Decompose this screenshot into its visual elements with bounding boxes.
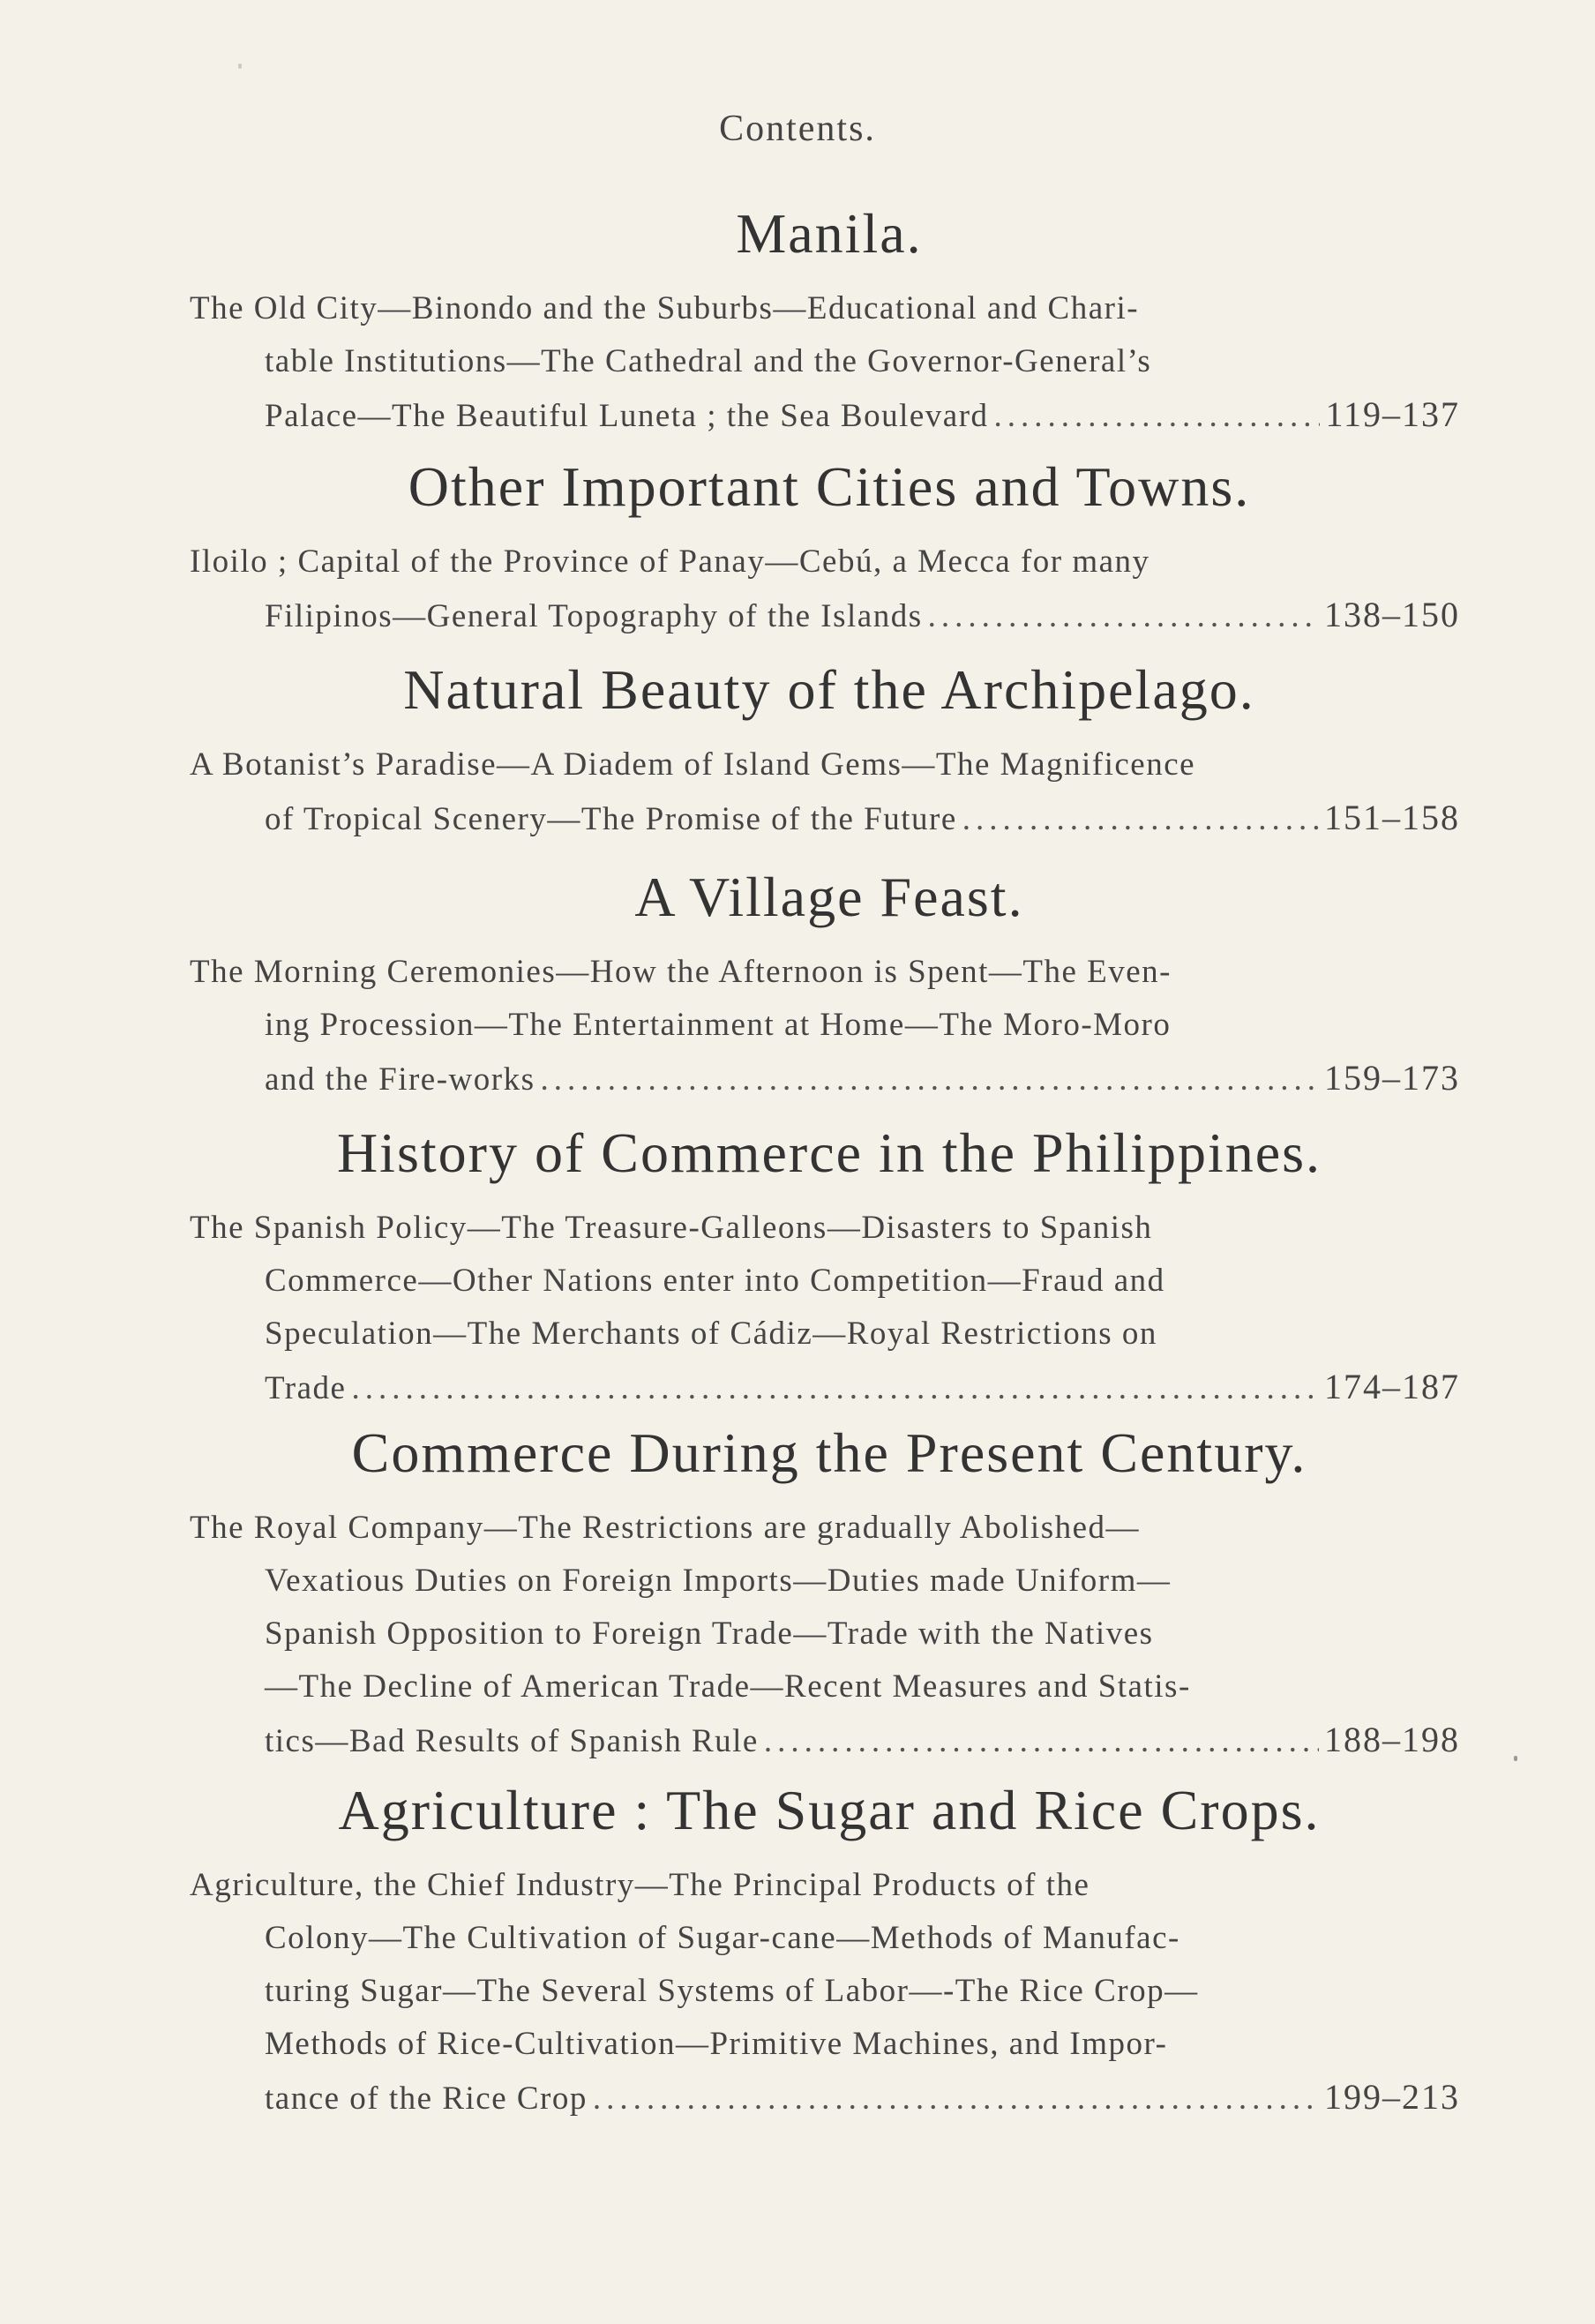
summary-line: The Morning Ceremonies—How the Afternoon is Spent—The Even- [190,954,1172,990]
section-title: Manila. [736,202,923,265]
section-summary [190,738,1460,844]
summary-line: of Tropical Scenery—The Promise of the Future [265,801,957,837]
summary-line: and the Fire-works [265,1061,535,1098]
page-range: 151–158 [1324,798,1460,837]
toc-section-cities-towns [190,454,1469,641]
summary-line: Speculation—The Merchants of Cádiz—Royal Restrictions on [265,1316,1157,1352]
dot-leader [593,2073,1319,2125]
summary-line: Iloilo ; Capital of the Province of Panay—Cebú, a Mecca for many [190,544,1150,580]
section-title: A Village Feast. [634,866,1024,928]
summary-last-line [190,2071,1460,2124]
section-title: Other Important Cities and Towns. [408,455,1251,518]
summary-last-line [190,1713,1460,1766]
section-title: Agriculture : The Sugar and Rice Crops. [338,1779,1321,1841]
summary-line: table Institutions—The Cathedral and the Governor-General’s [265,343,1152,379]
summary-last-line [190,588,1460,641]
summary-line: The Old City—Binondo and the Suburbs—Educational and Chari- [190,290,1140,326]
summary-line: Colony—The Cultivation of Sugar-cane—Methods of Manufac- [265,1920,1180,1956]
section-title: Natural Beauty of the Archipelago. [403,658,1255,721]
summary-line: Methods of Rice-Cultivation—Primitive Machines, and Impor- [265,2026,1168,2062]
toc-section-history-commerce [190,1121,1469,1413]
section-summary [190,536,1460,641]
summary-line: Filipinos—General Topography of the Islands [265,598,923,634]
summary-line: ing Procession—The Entertainment at Home—The Moro-Moro [265,1007,1172,1043]
summary-line: The Spanish Policy—The Treasure-Galleons—Disasters to Spanish [190,1210,1153,1246]
summary-line: Palace—The Beautiful Luneta ; the Sea Boulevard [265,398,989,434]
toc-section-manila [190,201,1469,441]
summary-last-line [190,791,1460,844]
summary-line: Commerce—Other Nations enter into Competition—Fraud and [265,1263,1165,1299]
dot-leader [764,1715,1319,1768]
running-head: Contents. [719,109,876,149]
summary-line: Trade [265,1370,347,1406]
summary-line: The Royal Company—The Restrictions are gradually Abolished— [190,1510,1141,1546]
paper-speck [238,64,242,69]
page-range: 199–213 [1324,2077,1460,2117]
summary-line: tance of the Rice Crop [265,2080,588,2117]
summary-line: turing Sugar—The Several Systems of Labor—-The Rice Crop— [265,1973,1199,2009]
summary-line: tics—Bad Results of Spanish Rule [265,1723,759,1759]
toc-section-village-feast [190,865,1469,1105]
summary-last-line [190,1361,1460,1413]
toc-section-present-century [190,1421,1469,1766]
dot-leader [541,1053,1320,1106]
section-summary [190,1202,1460,1413]
section-title: Commerce During the Present Century. [351,1421,1307,1484]
page-range: 159–173 [1324,1058,1460,1098]
summary-line: Vexatious Duties on Foreign Imports—Duties made Uniform— [265,1563,1172,1599]
toc-section-natural-beauty [190,657,1469,844]
summary-last-line [190,1052,1460,1105]
paper-speck [1514,1756,1517,1761]
summary-line: Spanish Opposition to Foreign Trade—Trade with the Natives [265,1616,1154,1652]
summary-line: Agriculture, the Chief Industry—The Principal Products of the [190,1867,1090,1903]
section-title: History of Commerce in the Philippines. [336,1121,1322,1184]
dot-leader [351,1362,1319,1415]
page-range: 138–150 [1324,595,1460,634]
toc-section-agriculture [190,1778,1469,2124]
summary-last-line [190,388,1460,441]
section-summary [190,1502,1460,1766]
section-summary [190,946,1460,1105]
section-summary [190,1859,1460,2124]
dot-leader [994,390,1321,443]
dot-leader [962,793,1319,846]
page-range: 119–137 [1325,394,1460,434]
summary-line: —The Decline of American Trade—Recent Measures and Statis- [265,1668,1191,1705]
dot-leader [928,590,1319,643]
summary-line: A Botanist’s Paradise—A Diadem of Island Gems—The Magnificence [190,746,1196,783]
page-range: 188–198 [1324,1720,1460,1759]
section-summary [190,282,1460,441]
page-range: 174–187 [1324,1367,1460,1406]
